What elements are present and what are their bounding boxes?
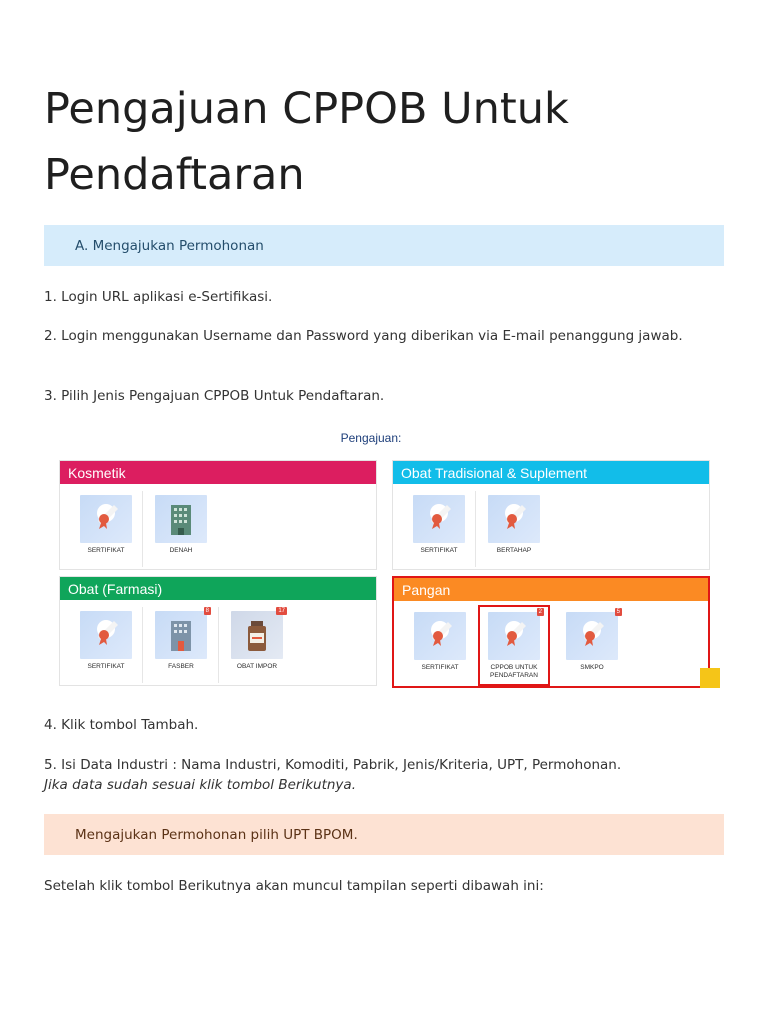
certificate-icon xyxy=(488,495,540,543)
card-kosmetik-header xyxy=(60,461,376,484)
count-badge: 17 xyxy=(278,608,285,614)
step-1: 1. Login URL aplikasi e-Sertifikasi. xyxy=(44,289,273,305)
card-kosmetik[interactable] xyxy=(59,460,377,570)
step-5-italic-note: Jika data sudah sesuai klik tombol Berikutnya. xyxy=(44,777,356,793)
card-obat-farmasi-header xyxy=(60,577,376,600)
card-obat-tradisional[interactable] xyxy=(392,460,710,570)
tile-obat-tradisional-sertifikat[interactable] xyxy=(409,495,469,555)
certificate-icon xyxy=(488,609,542,660)
tile-obat-tradisional-bertahap[interactable] xyxy=(484,495,544,555)
footer-text: Setelah klik tombol Berikutnya akan muncul tampilan seperti dibawah ini: xyxy=(44,878,544,894)
count-badge: 2 xyxy=(538,609,542,615)
divider xyxy=(142,607,143,683)
tile-kosmetik-sertifikat[interactable] xyxy=(76,495,136,555)
certificate-icon xyxy=(414,612,466,660)
section-a-heading: A. Mengajukan Permohonan xyxy=(75,237,264,254)
divider xyxy=(475,491,476,567)
card-obat-farmasi-title: Obat (Farmasi) xyxy=(68,580,163,597)
card-kosmetik-title: Kosmetik xyxy=(68,464,126,481)
tile-label: SMKPO xyxy=(580,664,604,671)
tile-label: SERTIFIKAT xyxy=(420,547,458,554)
scroll-to-top-button[interactable] xyxy=(700,668,720,688)
tile-label: BERTAHAP xyxy=(496,547,532,554)
card-obat-tradisional-title: Obat Tradisional & Suplement xyxy=(401,464,587,481)
note-text: Mengajukan Permohonan pilih UPT BPOM. xyxy=(75,826,358,843)
step-5 xyxy=(44,755,728,795)
pengajuan-figure xyxy=(56,426,716,698)
card-pangan-title: Pangan xyxy=(402,581,451,598)
step-5-text: 5. Isi Data Industri : Nama Industri, Komoditi, Pabrik, Jenis/Kriteria, UPT, Permohonan. xyxy=(44,757,622,773)
card-obat-tradisional-header xyxy=(393,461,709,484)
tile-obat-farmasi-sertifikat[interactable] xyxy=(76,611,136,671)
tile-kosmetik-denah[interactable] xyxy=(151,495,211,555)
divider xyxy=(218,607,219,683)
section-a-banner xyxy=(44,225,724,266)
tile-label: FASBER xyxy=(168,663,194,670)
certificate-icon xyxy=(413,495,465,543)
note-banner xyxy=(44,814,724,855)
count-badge: 8 xyxy=(205,608,209,614)
certificate-icon xyxy=(566,609,620,660)
figure-heading: Pengajuan: xyxy=(340,431,402,445)
building-icon xyxy=(155,495,207,543)
divider xyxy=(142,491,143,567)
tile-label: SERTIFIKAT xyxy=(87,663,125,670)
card-obat-farmasi[interactable] xyxy=(59,576,377,686)
tile-label: SERTIFIKAT xyxy=(87,547,125,554)
tile-label: CPPOB UNTUK PENDAFTARAN xyxy=(490,664,538,679)
tile-pangan-sertifikat[interactable] xyxy=(410,612,470,672)
count-badge: 5 xyxy=(616,609,620,615)
tile-obat-farmasi-obat-impor[interactable] xyxy=(227,608,287,671)
tile-label: SERTIFIKAT xyxy=(421,664,459,671)
building-icon xyxy=(155,608,209,659)
tile-pangan-smkpo[interactable] xyxy=(562,609,622,672)
tile-label: DENAH xyxy=(169,547,193,554)
card-pangan[interactable] xyxy=(392,576,710,688)
step-2: 2. Login menggunakan Username dan Password yang diberikan via E-mail penanggung jawab. xyxy=(44,328,683,344)
card-pangan-header xyxy=(394,578,708,601)
page-title: Pengajuan CPPOB Untuk Pendaftaran xyxy=(44,84,569,200)
tile-label: OBAT IMPOR xyxy=(236,663,278,670)
step-4: 4. Klik tombol Tambah. xyxy=(44,717,199,733)
certificate-icon xyxy=(80,495,132,543)
medicine-bottle-icon xyxy=(231,608,285,659)
step-3: 3. Pilih Jenis Pengajuan CPPOB Untuk Pendaftaran. xyxy=(44,388,385,404)
certificate-icon xyxy=(80,611,132,659)
tile-pangan-cppob-untuk-pendaftaran[interactable] xyxy=(478,605,550,686)
tile-obat-farmasi-fasber[interactable] xyxy=(151,608,211,671)
